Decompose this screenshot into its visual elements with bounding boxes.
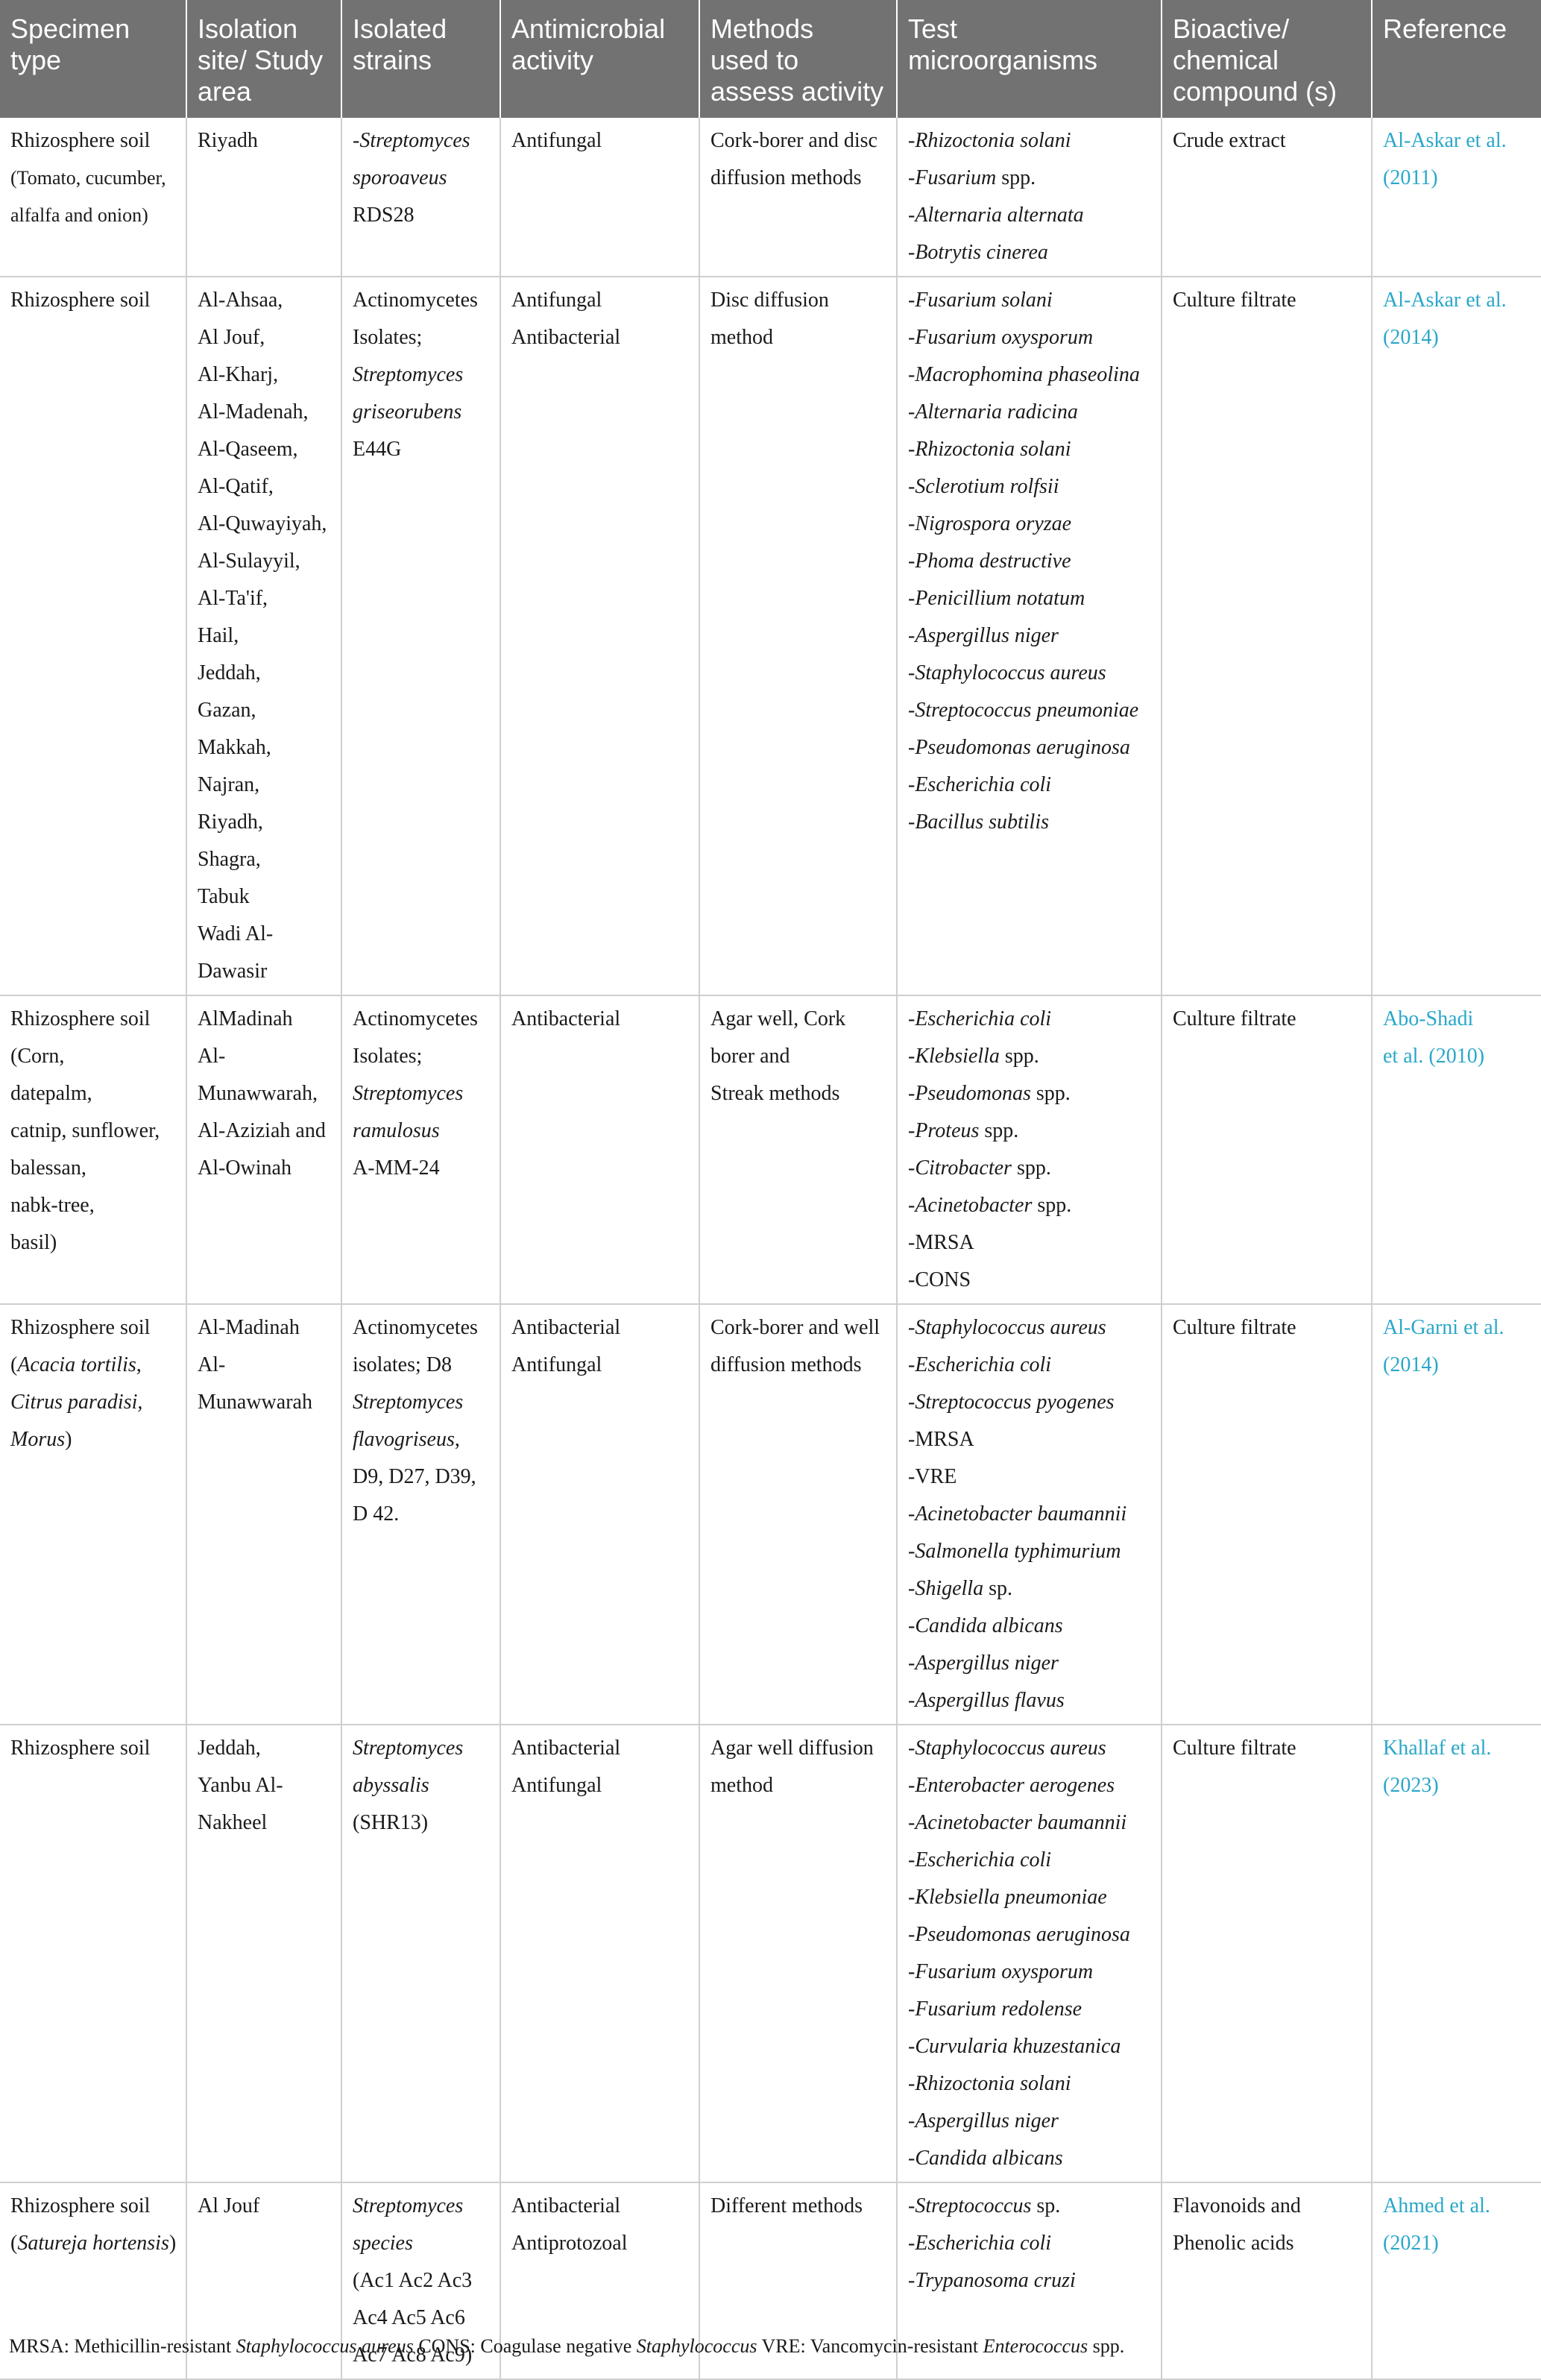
header-line: assess activity [710,76,884,107]
footnote-segment: MRSA: Methicillin-resistant [9,2335,236,2357]
compound-line: Culture filtrate [1173,1737,1296,1760]
cell-reference[interactable] [1372,995,1541,1304]
strain-line: A-MM-24 [353,1156,440,1180]
header-test-microorganisms [897,0,1162,118]
site-line: Yanbu Al- [198,1774,283,1797]
compound-line: Culture filtrate [1173,1007,1296,1030]
header-line: compound (s) [1173,76,1337,107]
cell-specimen-type [0,1304,186,1725]
site-line: Riyadh [198,129,258,152]
site-line: Al-Qaseem, [198,438,298,461]
microorganism-line: -MRSA [908,1231,974,1254]
specimen-line: balessan, [10,1156,86,1180]
microorganism-line: -Salmonella typhimurium [908,1540,1121,1563]
cell-isolated-strains [341,118,500,277]
method-line: Disc diffusion [710,289,829,312]
method-line: Streak methods [710,1082,840,1105]
site-line: Al Jouf [198,2194,260,2217]
cell-isolated-strains [341,1304,500,1725]
header-line: area [198,76,252,107]
microorganism-line: -VRE [908,1465,957,1488]
activity-line: Antibacterial [511,326,621,349]
microorganism-line: -Acinetobacter baumannii [908,1811,1127,1834]
microorganism-line: -Aspergillus niger [908,2109,1059,2132]
strain-line: Actinomycetes [353,1007,478,1030]
method-line: Cork-borer and disc [710,129,877,152]
microorganism-line: -Candida albicans [908,2147,1063,2170]
specimen-line: (Acacia tortilis, [10,1353,142,1376]
header-methods [699,0,897,118]
cell-test-microorganisms [897,1725,1162,2182]
cell-methods [699,118,897,277]
strain-line: griseorubens [353,400,462,424]
microorganism-line: -Rhizoctonia solani [908,438,1071,461]
site-line: Al-Owinah [198,1156,292,1180]
microorganism-line: -Escherichia coli [908,2232,1052,2255]
microorganism-line: -Alternaria alternata [908,204,1084,227]
cell-bioactive-compound [1162,118,1372,277]
microorganism-line: -Staphylococcus aureus [908,1316,1106,1339]
footnote-segment: CONS: Coagulase negative [413,2335,637,2357]
cell-methods [699,995,897,1304]
activity-line: Antibacterial [511,1737,621,1760]
strain-line: Streptomyces [353,1391,464,1414]
activity-line: Antifungal [511,289,602,312]
site-line: Munawwarah, [198,1082,318,1105]
cell-reference[interactable] [1372,1304,1541,1725]
cell-methods [699,277,897,995]
microorganism-line: -Escherichia coli [908,773,1052,796]
strain-line: Streptomyces [353,2194,464,2217]
footnote-segment: Staphylococcus [636,2335,757,2357]
cell-test-microorganisms [897,995,1162,1304]
strain-line: isolates; D8 [353,1353,452,1376]
cell-reference[interactable] [1372,118,1541,277]
method-line: Agar well, Cork [710,1007,846,1030]
specimen-line: Rhizosphere soil [10,1007,151,1030]
method-line: method [710,326,773,349]
microorganism-line: -Aspergillus niger [908,624,1059,647]
microorganism-line: -Trypanosoma cruzi [908,2269,1076,2292]
strain-line: D 42. [353,1502,400,1526]
cell-test-microorganisms [897,1304,1162,1725]
header-line: used to [710,45,799,75]
site-line: Riyadh, [198,810,263,834]
microorganism-line: -Staphylococcus aureus [908,1737,1106,1760]
table-row [0,1304,1541,1725]
reference-link[interactable]: (2014) [1383,326,1439,349]
cell-bioactive-compound [1162,1304,1372,1725]
strain-line: Actinomycetes [353,1316,478,1339]
cell-test-microorganisms [897,277,1162,995]
cell-methods [699,1725,897,2182]
strain-line: -Streptomyces [353,129,470,152]
site-line: Jeddah, [198,1737,261,1760]
site-line: Al-Kharj, [198,363,279,386]
table-row [0,118,1541,277]
specimen-line: datepalm, [10,1082,92,1105]
microorganism-line: -Alternaria radicina [908,400,1078,424]
cell-antimicrobial-activity [500,995,699,1304]
site-line: Tabuk [198,885,250,908]
activity-line: Antiprotozoal [511,2232,628,2255]
reference-link[interactable]: Ahmed et al. [1383,2194,1490,2217]
site-line: Al- [198,1353,226,1376]
cell-isolated-strains [341,1725,500,2182]
reference-link[interactable]: Khallaf et al. [1383,1737,1492,1760]
header-bioactive-compound [1162,0,1372,118]
table-row [0,995,1541,1304]
header-reference [1372,0,1541,118]
site-line: Shagra, [198,848,261,871]
site-line: Nakheel [198,1811,268,1834]
cell-isolation-site [186,1304,341,1725]
microorganism-line: -MRSA [908,1428,974,1451]
cell-reference[interactable] [1372,2182,1541,2379]
strain-line: species [353,2232,413,2255]
table-footnote [9,2334,1124,2359]
reference-link[interactable]: (2021) [1383,2232,1439,2255]
reference-link[interactable]: (2014) [1383,1353,1439,1376]
cell-test-microorganisms [897,118,1162,277]
strain-line: abyssalis [353,1774,429,1797]
microorganism-line: -Aspergillus flavus [908,1689,1065,1712]
activity-line: Antibacterial [511,2194,621,2217]
specimen-line: basil) [10,1231,57,1254]
cell-specimen-type [0,118,186,277]
cell-specimen-type [0,995,186,1304]
microorganism-line: -Klebsiella spp. [908,1045,1039,1068]
site-line: Najran, [198,773,260,796]
reference-link[interactable]: Abo-Shadi [1383,1007,1474,1030]
cell-reference[interactable] [1372,277,1541,995]
microorganism-line: -Phoma destructive [908,550,1071,573]
compound-line: Crude extract [1173,129,1286,152]
strain-line: Streptomyces [353,363,464,386]
microorganism-line: -Fusarium redolense [908,1998,1083,2021]
method-line: Agar well diffusion [710,1737,874,1760]
specimen-line: nabk-tree, [10,1194,95,1217]
header-specimen-type [0,0,186,118]
strain-line: Streptomyces [353,1737,464,1760]
microorganism-line: -Shigella sp. [908,1577,1012,1600]
reference-link[interactable]: (2011) [1383,166,1438,189]
specimen-line: Morus) [10,1428,72,1451]
strain-line: Isolates; [353,1045,423,1068]
compound-line: Flavonoids and [1173,2194,1301,2217]
specimen-line: Rhizosphere soil [10,1316,151,1339]
microorganism-line: -Escherichia coli [908,1353,1052,1376]
reference-link[interactable]: Al-Garni et al. [1383,1316,1504,1339]
reference-link[interactable]: et al. (2010) [1383,1045,1485,1068]
cell-methods [699,1304,897,1725]
microorganism-line: -Aspergillus niger [908,1652,1059,1675]
footnote-segment: Staphylococcus aureus [236,2335,414,2357]
microorganism-line: -Streptococcus sp. [908,2194,1061,2217]
strain-line: ramulosus [353,1119,440,1142]
microorganism-line: -CONS [908,1268,971,1291]
header-line: strains [353,45,432,75]
header-line: Methods [710,13,814,44]
cell-bioactive-compound [1162,2182,1372,2379]
microorganism-line: -Acinetobacter spp. [908,1194,1072,1217]
header-line: type [10,45,62,75]
microorganism-line: -Penicillium notatum [908,587,1085,610]
microorganism-line: -Fusarium spp. [908,166,1036,189]
site-line: Al-Aziziah and [198,1119,326,1142]
microorganism-line: -Macrophomina phaseolina [908,363,1140,386]
cell-antimicrobial-activity [500,1304,699,1725]
header-isolated-strains [341,0,500,118]
specimen-line: catnip, sunflower, [10,1119,160,1142]
header-line: Test [908,13,958,44]
microorganism-line: -Botrytis cinerea [908,241,1048,264]
strain-line: Ac4 Ac5 Ac6 [353,2306,465,2329]
microorganism-line: -Acinetobacter baumannii [908,1502,1127,1526]
site-line: Wadi Al- [198,922,274,945]
cell-specimen-type [0,1725,186,2182]
microorganism-line: -Proteus spp. [908,1119,1019,1142]
header-line: site/ Study [198,45,324,75]
activity-line: Antifungal [511,129,602,152]
reference-link[interactable]: (2023) [1383,1774,1439,1797]
microorganism-line: -Citrobacter spp. [908,1156,1051,1180]
cell-isolation-site [186,995,341,1304]
microorganism-line: -Staphylococcus aureus [908,661,1106,684]
method-line: Different methods [710,2194,863,2217]
activity-line: Antibacterial [511,1007,621,1030]
cell-isolated-strains [341,995,500,1304]
microorganism-line: -Nigrospora oryzae [908,512,1072,535]
site-line: Hail, [198,624,239,647]
header-isolation-site [186,0,341,118]
microorganism-line: -Fusarium oxysporum [908,1960,1094,1983]
header-line: microorganisms [908,45,1098,75]
site-line: Jeddah, [198,661,261,684]
microorganism-line: -Rhizoctonia solani [908,129,1071,152]
header-line: Specimen [10,13,130,44]
cell-specimen-type [0,277,186,995]
cell-isolation-site [186,118,341,277]
strain-line: Actinomycetes [353,289,478,312]
activity-line: Antifungal [511,1353,602,1376]
microorganism-line: -Rhizoctonia solani [908,2072,1071,2095]
header-antimicrobial-activity [500,0,699,118]
reference-link[interactable]: Al-Askar et al. [1383,289,1507,312]
table-header-row [0,0,1541,118]
reference-link[interactable]: Al-Askar et al. [1383,129,1507,152]
compound-line: Phenolic acids [1173,2232,1294,2255]
microorganism-line: -Curvularia khuzestanica [908,2035,1121,2058]
site-line: Al-Madenah, [198,400,309,424]
specimen-line: Rhizosphere soil [10,129,151,152]
compound-line: Culture filtrate [1173,289,1296,312]
header-line: Isolated [353,13,447,44]
header-line: chemical [1173,45,1279,75]
microorganism-line: -Sclerotium rolfsii [908,475,1059,498]
activity-line: Antibacterial [511,1316,621,1339]
microorganism-line: -Klebsiella pneumoniae [908,1886,1107,1909]
cell-isolation-site [186,1725,341,2182]
strain-line: Streptomyces [353,1082,464,1105]
site-line: AlMadinah [198,1007,293,1030]
strain-line: flavogriseus, [353,1428,460,1451]
table-row [0,277,1541,995]
strain-line: Isolates; [353,326,423,349]
header-line: Reference [1383,13,1507,44]
site-line: Al Jouf, [198,326,265,349]
specimen-line: (Corn, [10,1045,65,1068]
specimen-line: (Tomato, cucumber, [10,167,166,189]
microorganism-line: -Escherichia coli [908,1007,1052,1030]
method-line: diffusion methods [710,1353,862,1376]
compound-line: Culture filtrate [1173,1316,1296,1339]
cell-reference[interactable] [1372,1725,1541,2182]
cell-antimicrobial-activity [500,118,699,277]
cell-antimicrobial-activity [500,1725,699,2182]
site-line: Al-Qatif, [198,475,274,498]
site-line: Al-Ahsaa, [198,289,283,312]
method-line: method [710,1774,773,1797]
site-line: Munawwarah [198,1391,312,1414]
header-line: Isolation [198,13,298,44]
method-line: borer and [710,1045,790,1068]
specimen-line: Rhizosphere soil [10,1737,151,1760]
microorganism-line: -Fusarium solani [908,289,1053,312]
strain-line: RDS28 [353,204,415,227]
site-line: Dawasir [198,960,268,983]
strain-line: (SHR13) [353,1811,429,1834]
cell-isolation-site [186,277,341,995]
microorganism-line: -Escherichia coli [908,1848,1052,1871]
specimen-line: (Satureja hortensis) [10,2232,177,2255]
footnote-segment: Enterococcus [983,2335,1088,2357]
header-line: activity [511,45,594,75]
microorganism-line: -Pseudomonas aeruginosa [908,736,1130,759]
cell-isolated-strains [341,277,500,995]
microorganism-line: -Pseudomonas spp. [908,1082,1071,1105]
specimen-line: alfalfa and onion) [10,204,148,226]
specimen-line: Rhizosphere soil [10,289,151,312]
microorganism-line: -Fusarium oxysporum [908,326,1094,349]
table-row [0,1725,1541,2182]
method-line: diffusion methods [710,166,862,189]
site-line: Al-Ta'if, [198,587,268,610]
strain-line: D9, D27, D39, [353,1465,476,1488]
microorganism-line: -Streptococcus pyogenes [908,1391,1115,1414]
site-line: Gazan, [198,699,256,722]
site-line: Al-Quwayiyah, [198,512,327,535]
header-line: Antimicrobial [511,13,666,44]
footnote-segment: VRE: Vancomycin-resistant [757,2335,983,2357]
activity-line: Antifungal [511,1774,602,1797]
strain-line: (Ac1 Ac2 Ac3 [353,2269,473,2292]
microorganism-line: -Candida albicans [908,1614,1063,1637]
site-line: Al-Madinah [198,1316,300,1339]
site-line: Al- [198,1045,226,1068]
cell-bioactive-compound [1162,995,1372,1304]
site-line: Al-Sulayyil, [198,550,300,573]
cell-bioactive-compound [1162,277,1372,995]
microorganism-line: -Pseudomonas aeruginosa [908,1923,1130,1946]
method-line: Cork-borer and well [710,1316,880,1339]
cell-antimicrobial-activity [500,277,699,995]
specimen-line: Rhizosphere soil [10,2194,151,2217]
specimen-line: Citrus paradisi, [10,1391,143,1414]
cell-bioactive-compound [1162,1725,1372,2182]
microorganism-line: -Enterobacter aerogenes [908,1774,1115,1797]
microorganism-line: -Bacillus subtilis [908,810,1049,834]
header-line: Bioactive/ [1173,13,1290,44]
table-body [0,118,1541,2379]
strain-line: sporoaveus [353,166,447,189]
footnote-segment: spp. [1088,2335,1125,2357]
site-line: Makkah, [198,736,271,759]
strain-line: Ac7 Ac8 Ac9) [353,2343,473,2367]
strain-line: E44G [353,438,402,461]
microorganism-line: -Streptococcus pneumoniae [908,699,1139,722]
